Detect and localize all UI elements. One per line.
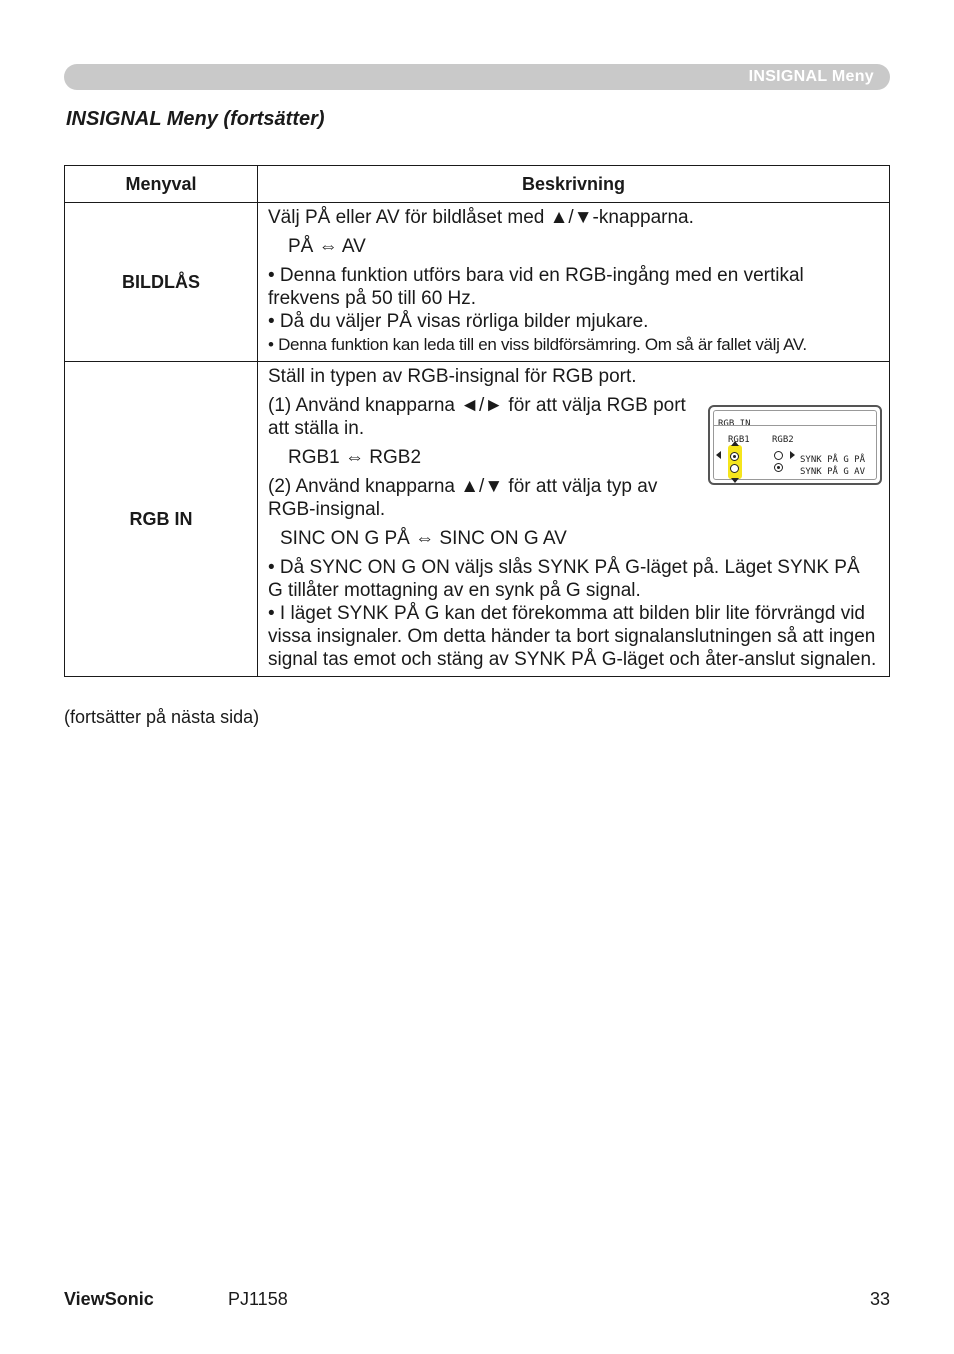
desc-line: PÅ ⇔ AV	[288, 236, 366, 257]
desc-line: Ställ in typen av RGB-insignal för RGB port.	[268, 366, 637, 387]
down-arrow-icon	[731, 478, 739, 483]
desc-line: • Denna funktion kan leda till en viss bildförsämring. Om så är fallet välj AV.	[268, 335, 807, 354]
osd-frame	[713, 410, 877, 480]
desc-line: • Denna funktion utförs bara vid en RGB-ingång med en vertikal frekvens på 50 till 60 Hz.	[268, 265, 804, 309]
header-label: INSIGNAL Meny	[748, 68, 874, 85]
menu-table	[64, 165, 890, 677]
desc-line: SINC ON G PÅ ⇔ SINC ON G AV	[280, 528, 567, 549]
left-arrow-icon	[716, 451, 721, 459]
osd-tab-rgb2: RGB2	[772, 435, 794, 445]
desc-line: • Då SYNC ON G ON väljs slås SYNK PÅ G-läget på. Läget SYNK PÅ G tillåter mottagning av en synk på G signal.	[268, 557, 860, 601]
radio-selected-icon	[730, 452, 739, 461]
desc-line: (2) Använd knapparna ▲/▼ för att välja typ av RGB-insignal.	[268, 476, 658, 520]
desc-line: RGB1 ⇔ RGB2	[288, 447, 422, 468]
desc-line: Välj PÅ eller AV för bildlåset med ▲/▼-knapparna.	[268, 207, 694, 228]
desc-line: (1) Använd knapparna ◄/► för att välja RGB port att ställa in.	[268, 395, 686, 439]
desc-line: • I läget SYNK PÅ G kan det förekomma att bilden blir lite förvrängd vid vissa insignaler. Om detta händer ta bort signalanslutningen så att ingen signal tas emot och stäng av SYNK PÅ G-läget och åter-anslut signalen.	[268, 603, 877, 670]
right-arrow-icon	[790, 451, 795, 459]
continued-note: (fortsätter på nästa sida)	[64, 707, 260, 727]
row-desc-rgb-in	[258, 362, 890, 677]
osd-title: RGB IN	[718, 419, 751, 429]
row-name-rgb-in: RGB IN	[65, 362, 258, 677]
radio-unselected-icon	[730, 464, 739, 473]
osd-option-synk-av: SYNK PÅ G AV	[800, 467, 866, 477]
osd-divider	[714, 425, 876, 426]
header-bar	[64, 64, 890, 90]
radio-unselected-icon	[774, 451, 783, 460]
row-name-bildlas: BILDLÅS	[65, 203, 258, 362]
footer-brand: ViewSonic	[64, 1289, 154, 1309]
section-title: INSIGNAL Meny (fortsätter)	[66, 108, 325, 130]
table-row-rgb-in	[65, 362, 890, 677]
page-number: 33	[869, 1289, 890, 1309]
osd-selection-highlight	[728, 445, 742, 479]
osd-rgb-in-menu-illustration	[708, 405, 882, 485]
table-header-row	[65, 166, 890, 203]
radio-selected-icon	[774, 463, 783, 472]
up-arrow-icon	[731, 441, 739, 446]
column-header-beskrivning: Beskrivning	[258, 166, 890, 203]
footer-model: PJ1158	[228, 1289, 288, 1309]
desc-line: • Då du väljer PÅ visas rörliga bilder mjukare.	[268, 311, 649, 332]
column-header-menyval: Menyval	[65, 166, 258, 203]
row-desc-bildlas	[258, 203, 890, 362]
osd-tab-rgb1: RGB1	[728, 435, 750, 445]
table-row-bildlas	[65, 203, 890, 362]
osd-option-synk-pa: SYNK PÅ G PÅ	[800, 455, 866, 465]
